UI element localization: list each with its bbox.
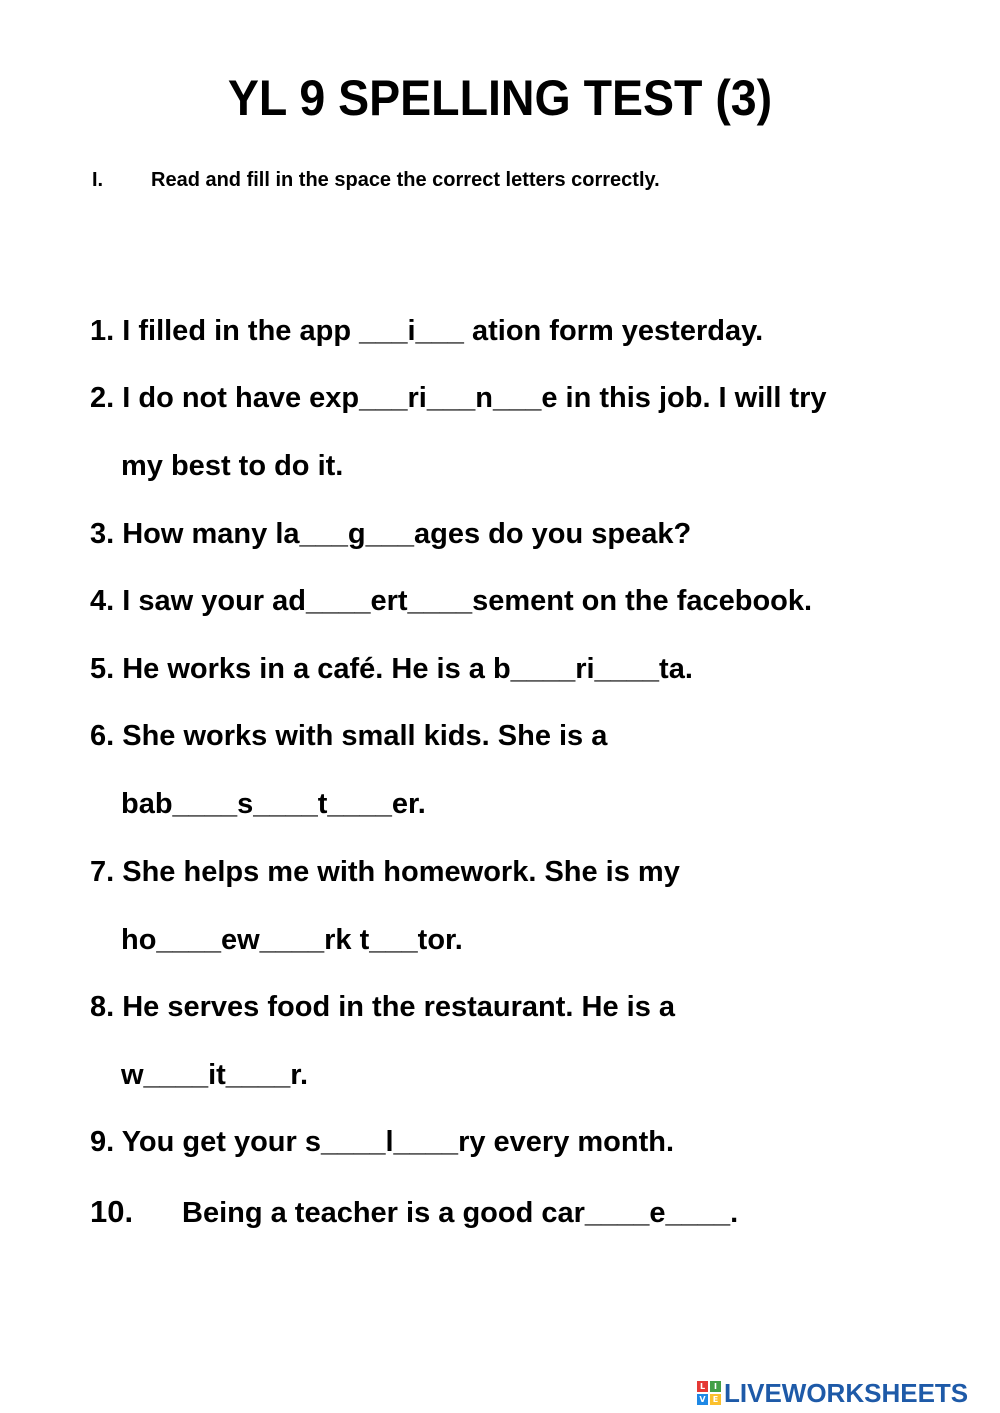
question-6: 6. She works with small kids. She is a	[90, 720, 608, 752]
question-2-continuation: my best to do it.	[121, 450, 344, 482]
question-3: 3. How many la___g___ages do you speak?	[90, 518, 692, 550]
question-10-number: 10.	[90, 1194, 134, 1229]
instruction-text: Read and fill in the space the correct letters correctly.	[151, 169, 660, 191]
question-7-continuation: ho____ew____rk t___tor.	[121, 924, 463, 956]
question-4: 4. I saw your ad____ert____sement on the facebook.	[90, 585, 813, 617]
question-8-continuation: w____it____r.	[121, 1059, 309, 1091]
question-6-continuation: bab____s____t____er.	[121, 788, 426, 820]
logo-letter-e: E	[710, 1394, 721, 1405]
logo-letter-i: I	[710, 1381, 721, 1392]
liveworksheets-brand	[697, 1376, 968, 1410]
question-2: 2. I do not have exp___ri___n___e in this job. I will try	[90, 382, 827, 414]
instruction-number: I.	[92, 169, 104, 191]
liveworksheets-logo-icon	[697, 1381, 721, 1405]
logo-letter-v: V	[697, 1394, 708, 1405]
question-10	[90, 1192, 738, 1233]
question-7: 7. She helps me with homework. She is my	[90, 856, 680, 888]
question-8: 8. He serves food in the restaurant. He is a	[90, 991, 676, 1023]
instruction	[92, 166, 660, 194]
logo-letter-l: L	[697, 1381, 708, 1392]
page-title: YL 9 SPELLING TEST (3)	[227, 70, 773, 126]
question-5: 5. He works in a café. He is a b____ri____ta.	[90, 653, 693, 685]
question-9: 9. You get your s____l____ry every month.	[90, 1126, 675, 1158]
question-10-text: Being a teacher is a good car____e____.	[182, 1197, 739, 1229]
question-1: 1. I filled in the app ___i___ ation form yesterday.	[90, 315, 764, 347]
brand-text: LIVEWORKSHEETS	[724, 1377, 969, 1408]
